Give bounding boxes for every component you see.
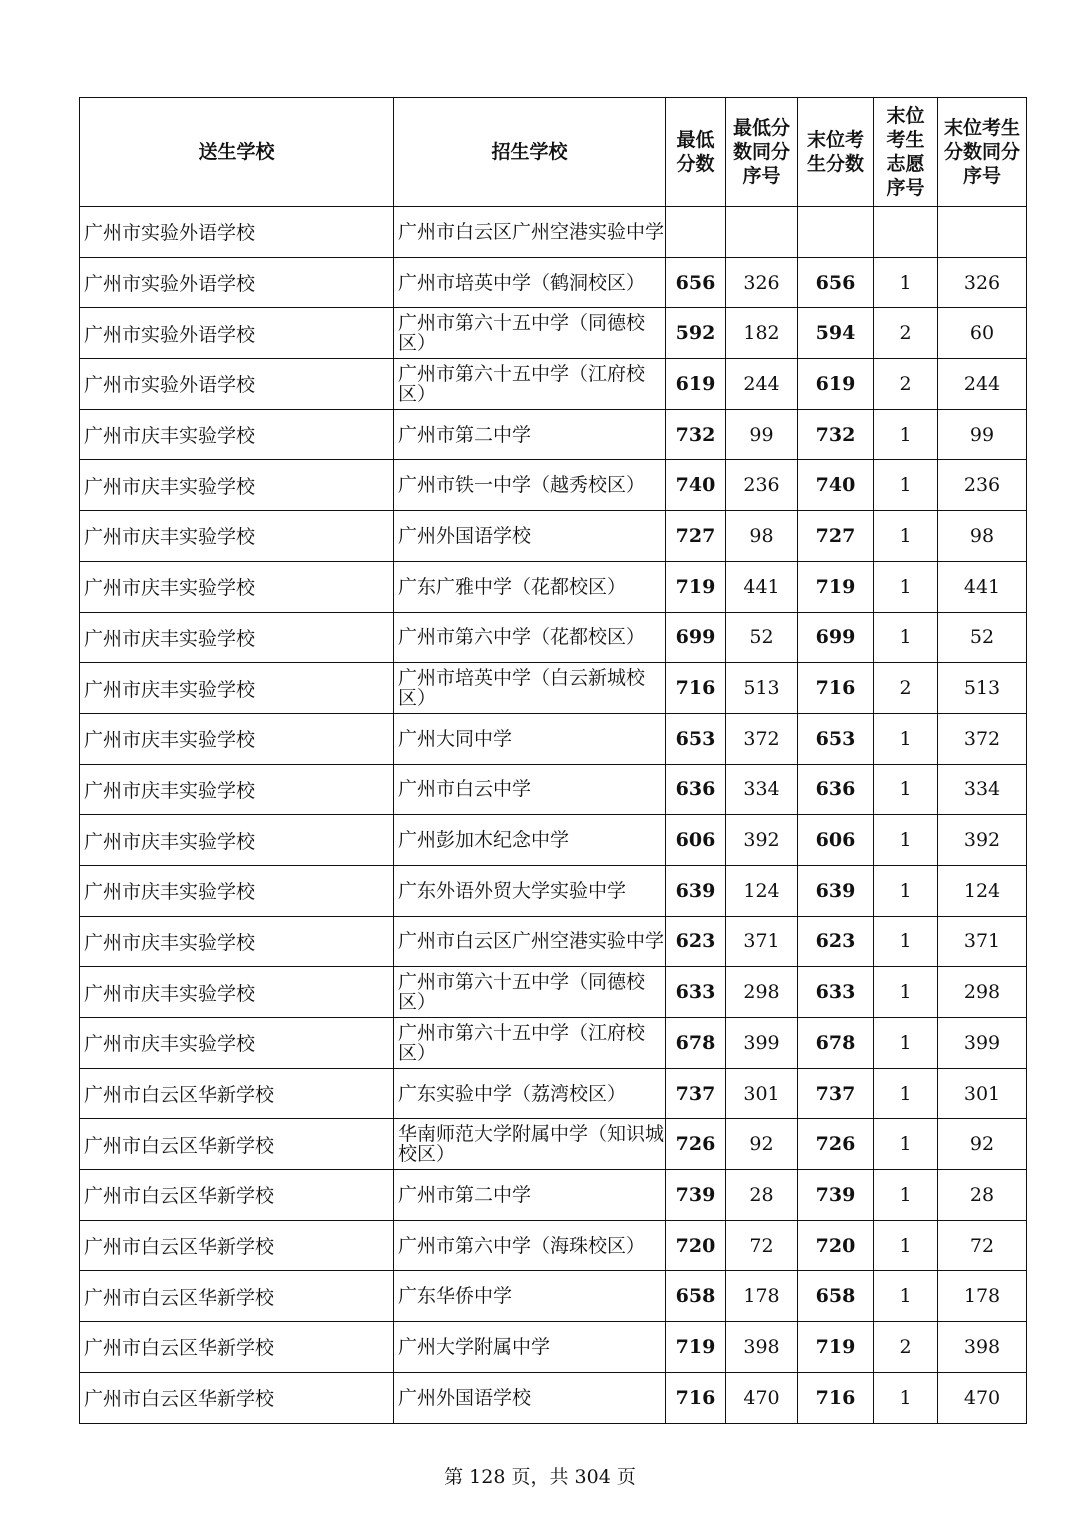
cell-sending-school: 广州市庆丰实验学校 bbox=[80, 713, 394, 764]
header-min-score-tie-rank: 最低分数同分序号 bbox=[726, 98, 798, 207]
cell-last-choice-rank: 1 bbox=[874, 1119, 938, 1170]
cell-last-score: 726 bbox=[798, 1119, 874, 1170]
cell-last-choice-rank: 1 bbox=[874, 409, 938, 460]
cell-last-score: 732 bbox=[798, 409, 874, 460]
cell-min-score: 678 bbox=[666, 1018, 726, 1069]
cell-last-score bbox=[798, 207, 874, 258]
cell-min-score: 658 bbox=[666, 1271, 726, 1322]
table-body bbox=[80, 207, 1027, 1424]
table-row bbox=[80, 865, 1027, 916]
cell-last-score: 739 bbox=[798, 1170, 874, 1221]
cell-last-score-tie-rank: 60 bbox=[938, 308, 1027, 359]
cell-sending-school: 广州市庆丰实验学校 bbox=[80, 916, 394, 967]
cell-min-score-tie-rank bbox=[726, 207, 798, 258]
cell-admitting-school: 广州大同中学 bbox=[394, 713, 666, 764]
cell-min-score: 726 bbox=[666, 1119, 726, 1170]
cell-min-score-tie-rank: 513 bbox=[726, 663, 798, 714]
cell-last-choice-rank: 1 bbox=[874, 257, 938, 308]
page-footer: 第 128 页，共 304 页 bbox=[444, 1466, 636, 1488]
cell-last-choice-rank: 1 bbox=[874, 561, 938, 612]
cell-last-choice-rank: 1 bbox=[874, 612, 938, 663]
cell-admitting-school: 广州市第六十五中学（同德校区） bbox=[394, 308, 666, 359]
cell-last-score-tie-rank: 72 bbox=[938, 1220, 1027, 1271]
cell-admitting-school: 广州外国语学校 bbox=[394, 1372, 666, 1423]
cell-sending-school: 广州市庆丰实验学校 bbox=[80, 967, 394, 1018]
cell-sending-school: 广州市白云区华新学校 bbox=[80, 1372, 394, 1423]
cell-admitting-school: 广州市白云中学 bbox=[394, 764, 666, 815]
cell-last-score: 594 bbox=[798, 308, 874, 359]
cell-sending-school: 广州市白云区华新学校 bbox=[80, 1220, 394, 1271]
cell-min-score-tie-rank: 398 bbox=[726, 1322, 798, 1373]
cell-sending-school: 广州市白云区华新学校 bbox=[80, 1170, 394, 1221]
cell-sending-school: 广州市白云区华新学校 bbox=[80, 1068, 394, 1119]
cell-min-score: 732 bbox=[666, 409, 726, 460]
cell-sending-school: 广州市实验外语学校 bbox=[80, 359, 394, 410]
cell-last-score: 727 bbox=[798, 511, 874, 562]
cell-min-score-tie-rank: 298 bbox=[726, 967, 798, 1018]
cell-last-score: 716 bbox=[798, 1372, 874, 1423]
table-row bbox=[80, 663, 1027, 714]
cell-admitting-school: 广州市白云区广州空港实验中学 bbox=[394, 916, 666, 967]
cell-min-score: 716 bbox=[666, 1372, 726, 1423]
cell-admitting-school: 广州市第六十五中学（江府校区） bbox=[394, 359, 666, 410]
cell-min-score: 623 bbox=[666, 916, 726, 967]
cell-last-score: 716 bbox=[798, 663, 874, 714]
cell-last-choice-rank: 1 bbox=[874, 815, 938, 866]
cell-sending-school: 广州市庆丰实验学校 bbox=[80, 865, 394, 916]
cell-admitting-school: 广州市铁一中学（越秀校区） bbox=[394, 460, 666, 511]
table-row bbox=[80, 1068, 1027, 1119]
cell-last-score: 606 bbox=[798, 815, 874, 866]
table-row bbox=[80, 916, 1027, 967]
cell-last-choice-rank: 1 bbox=[874, 1170, 938, 1221]
table-row bbox=[80, 308, 1027, 359]
cell-last-choice-rank: 1 bbox=[874, 1018, 938, 1069]
cell-last-choice-rank: 2 bbox=[874, 308, 938, 359]
cell-min-score: 633 bbox=[666, 967, 726, 1018]
cell-last-score: 623 bbox=[798, 916, 874, 967]
header-last-score-tie-rank: 末位考生分数同分序号 bbox=[938, 98, 1027, 207]
cell-sending-school: 广州市庆丰实验学校 bbox=[80, 612, 394, 663]
cell-last-score-tie-rank: 244 bbox=[938, 359, 1027, 410]
table-row bbox=[80, 561, 1027, 612]
cell-last-score-tie-rank: 236 bbox=[938, 460, 1027, 511]
cell-sending-school: 广州市庆丰实验学校 bbox=[80, 511, 394, 562]
cell-min-score-tie-rank: 98 bbox=[726, 511, 798, 562]
cell-min-score-tie-rank: 182 bbox=[726, 308, 798, 359]
cell-last-score-tie-rank bbox=[938, 207, 1027, 258]
cell-min-score: 740 bbox=[666, 460, 726, 511]
cell-min-score-tie-rank: 72 bbox=[726, 1220, 798, 1271]
cell-last-score-tie-rank: 98 bbox=[938, 511, 1027, 562]
cell-last-score-tie-rank: 372 bbox=[938, 713, 1027, 764]
cell-min-score-tie-rank: 92 bbox=[726, 1119, 798, 1170]
cell-min-score-tie-rank: 301 bbox=[726, 1068, 798, 1119]
cell-last-choice-rank: 1 bbox=[874, 967, 938, 1018]
cell-min-score: 719 bbox=[666, 561, 726, 612]
cell-min-score-tie-rank: 334 bbox=[726, 764, 798, 815]
cell-min-score bbox=[666, 207, 726, 258]
table-row bbox=[80, 207, 1027, 258]
cell-admitting-school: 广州彭加木纪念中学 bbox=[394, 815, 666, 866]
cell-last-score-tie-rank: 371 bbox=[938, 916, 1027, 967]
cell-last-score-tie-rank: 301 bbox=[938, 1068, 1027, 1119]
cell-last-score-tie-rank: 470 bbox=[938, 1372, 1027, 1423]
cell-min-score: 656 bbox=[666, 257, 726, 308]
table-row bbox=[80, 764, 1027, 815]
cell-min-score-tie-rank: 28 bbox=[726, 1170, 798, 1221]
cell-min-score: 639 bbox=[666, 865, 726, 916]
cell-sending-school: 广州市庆丰实验学校 bbox=[80, 815, 394, 866]
cell-sending-school: 广州市庆丰实验学校 bbox=[80, 561, 394, 612]
cell-last-score-tie-rank: 178 bbox=[938, 1271, 1027, 1322]
cell-min-score-tie-rank: 99 bbox=[726, 409, 798, 460]
cell-min-score-tie-rank: 52 bbox=[726, 612, 798, 663]
cell-last-score: 737 bbox=[798, 1068, 874, 1119]
table-row bbox=[80, 1372, 1027, 1423]
table-row bbox=[80, 1322, 1027, 1373]
cell-min-score: 699 bbox=[666, 612, 726, 663]
cell-last-score-tie-rank: 326 bbox=[938, 257, 1027, 308]
cell-last-score-tie-rank: 298 bbox=[938, 967, 1027, 1018]
cell-admitting-school: 广州市第六中学（花都校区） bbox=[394, 612, 666, 663]
cell-sending-school: 广州市庆丰实验学校 bbox=[80, 1018, 394, 1069]
cell-last-choice-rank: 1 bbox=[874, 511, 938, 562]
cell-min-score: 737 bbox=[666, 1068, 726, 1119]
cell-min-score: 727 bbox=[666, 511, 726, 562]
table-row bbox=[80, 815, 1027, 866]
cell-last-score-tie-rank: 92 bbox=[938, 1119, 1027, 1170]
cell-last-score: 636 bbox=[798, 764, 874, 815]
cell-min-score-tie-rank: 244 bbox=[726, 359, 798, 410]
table-row bbox=[80, 967, 1027, 1018]
header-min-score: 最低分数 bbox=[666, 98, 726, 207]
cell-sending-school: 广州市实验外语学校 bbox=[80, 257, 394, 308]
cell-last-score-tie-rank: 513 bbox=[938, 663, 1027, 714]
cell-last-score: 740 bbox=[798, 460, 874, 511]
cell-last-score: 658 bbox=[798, 1271, 874, 1322]
cell-min-score-tie-rank: 236 bbox=[726, 460, 798, 511]
header-sending-school: 送生学校 bbox=[80, 98, 394, 207]
cell-min-score-tie-rank: 399 bbox=[726, 1018, 798, 1069]
table-row bbox=[80, 257, 1027, 308]
cell-admitting-school: 广州市第六十五中学（同德校区） bbox=[394, 967, 666, 1018]
table-row bbox=[80, 511, 1027, 562]
cell-admitting-school: 广州市第六中学（海珠校区） bbox=[394, 1220, 666, 1271]
cell-min-score-tie-rank: 372 bbox=[726, 713, 798, 764]
cell-admitting-school: 广州外国语学校 bbox=[394, 511, 666, 562]
cell-last-score: 678 bbox=[798, 1018, 874, 1069]
cell-last-score-tie-rank: 334 bbox=[938, 764, 1027, 815]
cell-last-choice-rank: 1 bbox=[874, 764, 938, 815]
header-last-score: 末位考生分数 bbox=[798, 98, 874, 207]
cell-admitting-school: 广州市培英中学（白云新城校区） bbox=[394, 663, 666, 714]
cell-last-score-tie-rank: 441 bbox=[938, 561, 1027, 612]
cell-admitting-school: 广东广雅中学（花都校区） bbox=[394, 561, 666, 612]
cell-min-score: 592 bbox=[666, 308, 726, 359]
cell-admitting-school: 广东实验中学（荔湾校区） bbox=[394, 1068, 666, 1119]
cell-sending-school: 广州市庆丰实验学校 bbox=[80, 663, 394, 714]
cell-last-score: 719 bbox=[798, 1322, 874, 1373]
cell-sending-school: 广州市庆丰实验学校 bbox=[80, 460, 394, 511]
cell-last-score: 653 bbox=[798, 713, 874, 764]
table-row bbox=[80, 460, 1027, 511]
cell-last-score-tie-rank: 399 bbox=[938, 1018, 1027, 1069]
cell-last-choice-rank: 2 bbox=[874, 1322, 938, 1373]
cell-last-score: 633 bbox=[798, 967, 874, 1018]
cell-last-score-tie-rank: 99 bbox=[938, 409, 1027, 460]
table-row bbox=[80, 612, 1027, 663]
cell-min-score-tie-rank: 326 bbox=[726, 257, 798, 308]
table-row bbox=[80, 409, 1027, 460]
cell-min-score-tie-rank: 470 bbox=[726, 1372, 798, 1423]
cell-admitting-school: 广州大学附属中学 bbox=[394, 1322, 666, 1373]
cell-min-score-tie-rank: 178 bbox=[726, 1271, 798, 1322]
cell-last-choice-rank: 1 bbox=[874, 1220, 938, 1271]
cell-admitting-school: 广州市培英中学（鹤洞校区） bbox=[394, 257, 666, 308]
cell-last-score: 639 bbox=[798, 865, 874, 916]
cell-admitting-school: 广州市白云区广州空港实验中学 bbox=[394, 207, 666, 258]
cell-last-choice-rank: 1 bbox=[874, 1068, 938, 1119]
cell-last-choice-rank: 1 bbox=[874, 1271, 938, 1322]
cell-min-score-tie-rank: 392 bbox=[726, 815, 798, 866]
cell-sending-school: 广州市白云区华新学校 bbox=[80, 1322, 394, 1373]
cell-min-score: 720 bbox=[666, 1220, 726, 1271]
cell-last-score-tie-rank: 28 bbox=[938, 1170, 1027, 1221]
cell-last-choice-rank: 1 bbox=[874, 1372, 938, 1423]
header-row bbox=[80, 98, 1027, 207]
cell-min-score-tie-rank: 124 bbox=[726, 865, 798, 916]
cell-last-choice-rank: 1 bbox=[874, 865, 938, 916]
cell-last-score: 699 bbox=[798, 612, 874, 663]
cell-sending-school: 广州市白云区华新学校 bbox=[80, 1119, 394, 1170]
cell-admitting-school: 广东外语外贸大学实验中学 bbox=[394, 865, 666, 916]
cell-last-choice-rank: 2 bbox=[874, 663, 938, 714]
table-row bbox=[80, 1271, 1027, 1322]
cell-last-score-tie-rank: 398 bbox=[938, 1322, 1027, 1373]
cell-admitting-school: 广州市第二中学 bbox=[394, 1170, 666, 1221]
table-row bbox=[80, 713, 1027, 764]
cell-last-score-tie-rank: 52 bbox=[938, 612, 1027, 663]
cell-last-score: 619 bbox=[798, 359, 874, 410]
cell-min-score: 606 bbox=[666, 815, 726, 866]
cell-sending-school: 广州市庆丰实验学校 bbox=[80, 409, 394, 460]
cell-last-choice-rank: 1 bbox=[874, 713, 938, 764]
cell-admitting-school: 华南师范大学附属中学（知识城校区） bbox=[394, 1119, 666, 1170]
cell-admitting-school: 广东华侨中学 bbox=[394, 1271, 666, 1322]
cell-last-score: 719 bbox=[798, 561, 874, 612]
cell-last-choice-rank bbox=[874, 207, 938, 258]
cell-sending-school: 广州市实验外语学校 bbox=[80, 308, 394, 359]
cell-last-score-tie-rank: 392 bbox=[938, 815, 1027, 866]
admission-table bbox=[79, 97, 1027, 1424]
cell-min-score: 619 bbox=[666, 359, 726, 410]
table-row bbox=[80, 1220, 1027, 1271]
cell-sending-school: 广州市庆丰实验学校 bbox=[80, 764, 394, 815]
table-row bbox=[80, 1018, 1027, 1069]
cell-min-score: 739 bbox=[666, 1170, 726, 1221]
cell-min-score-tie-rank: 441 bbox=[726, 561, 798, 612]
cell-last-choice-rank: 1 bbox=[874, 916, 938, 967]
cell-min-score-tie-rank: 371 bbox=[726, 916, 798, 967]
cell-last-choice-rank: 1 bbox=[874, 460, 938, 511]
header-last-choice-rank: 末位考生志愿序号 bbox=[874, 98, 938, 207]
header-admitting-school: 招生学校 bbox=[394, 98, 666, 207]
cell-admitting-school: 广州市第二中学 bbox=[394, 409, 666, 460]
cell-min-score: 716 bbox=[666, 663, 726, 714]
table-row bbox=[80, 1170, 1027, 1221]
cell-sending-school: 广州市白云区华新学校 bbox=[80, 1271, 394, 1322]
cell-sending-school: 广州市实验外语学校 bbox=[80, 207, 394, 258]
cell-min-score: 636 bbox=[666, 764, 726, 815]
cell-last-score-tie-rank: 124 bbox=[938, 865, 1027, 916]
cell-min-score: 653 bbox=[666, 713, 726, 764]
table-row bbox=[80, 359, 1027, 410]
cell-last-score: 656 bbox=[798, 257, 874, 308]
cell-admitting-school: 广州市第六十五中学（江府校区） bbox=[394, 1018, 666, 1069]
cell-min-score: 719 bbox=[666, 1322, 726, 1373]
table-row bbox=[80, 1119, 1027, 1170]
cell-last-choice-rank: 2 bbox=[874, 359, 938, 410]
cell-last-score: 720 bbox=[798, 1220, 874, 1271]
